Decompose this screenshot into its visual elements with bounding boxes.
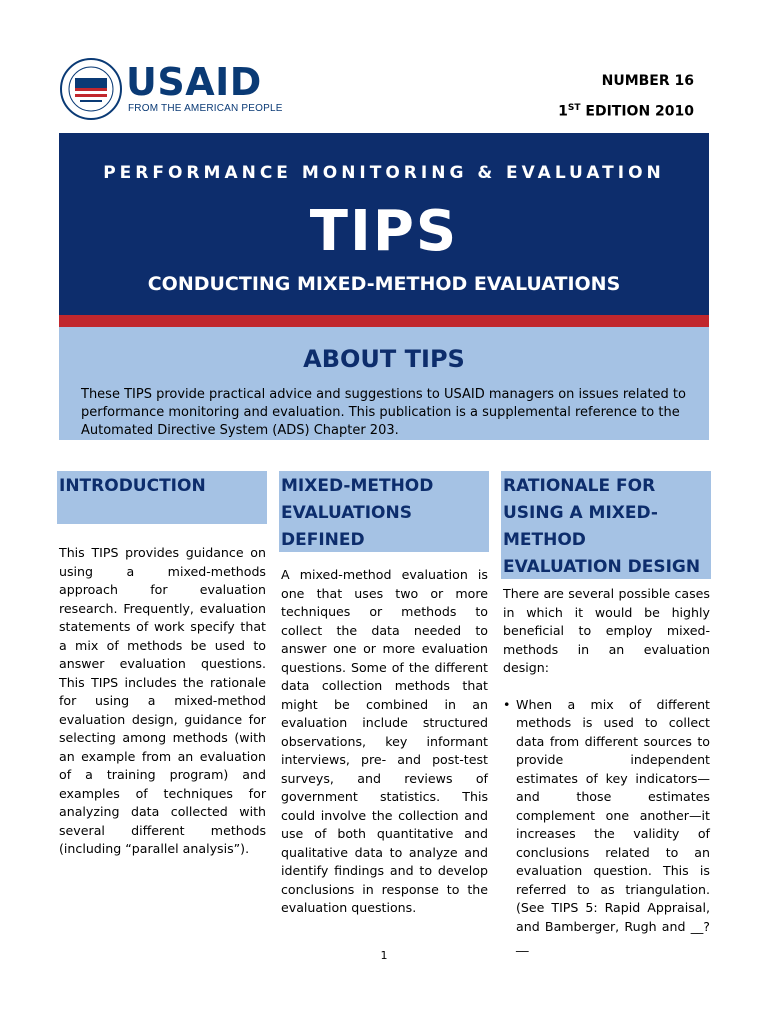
issue-number: NUMBER 16: [601, 73, 694, 89]
defined-column: [281, 566, 488, 918]
document-subtitle: CONDUCTING MIXED-METHOD EVALUATIONS: [147, 273, 621, 295]
rationale-bullet: [503, 696, 710, 955]
introduction-heading: INTRODUCTION: [57, 471, 267, 524]
issue-info: [558, 68, 694, 126]
edition-rest: EDITION 2010: [580, 103, 694, 120]
edition: [558, 95, 694, 126]
rationale-column: [503, 585, 710, 955]
about-text: These TIPS provide practical advice and suggestions to USAID managers on issues related to performance monitoring and evaluation. This publication is a supplemental reference to the Automated Directive System (ADS) Chapter 203.: [81, 387, 686, 438]
red-divider: [59, 315, 709, 327]
bullet-text: When a mix of different methods is used to collect data from different sources to provide independent estimates of key indicators—and those estimates complement one another—it increases the validity of conclusions related to an evaluation question. This is referred to as triangulation. (See TIPS 5: Rapid Appraisal, and Bamberger, Rugh and __?__: [516, 696, 710, 952]
edition-superscript: ST: [567, 103, 581, 113]
bullet-marker: •: [503, 696, 511, 712]
about-box: [59, 327, 709, 440]
usaid-tagline: FROM THE AMERICAN PEOPLE: [128, 103, 283, 114]
introduction-column: [59, 544, 266, 859]
series-title: PERFORMANCE MONITORING & EVALUATION: [103, 163, 665, 183]
about-heading: ABOUT TIPS: [303, 345, 465, 373]
defined-heading: MIXED-METHOD EVALUATIONS DEFINED: [279, 471, 489, 552]
rationale-heading: RATIONALE FOR USING A MIXED-METHOD EVALUATION DESIGN: [501, 471, 711, 579]
page-number: 1: [380, 949, 388, 962]
tips-title: TIPS: [309, 199, 459, 264]
rationale-text: There are several possible cases in which it would be highly beneficial to employ mixed-methods in an evaluation design:: [503, 586, 710, 675]
usaid-seal-logo: [60, 58, 122, 120]
defined-text: A mixed-method evaluation is one that uses two or more techniques or methods to collect the data needed to answer one or more evaluation questions. Some of the different data collection methods that might be combined in an evaluation include structured observations, key informant interviews, pre- and post-test surveys, and reviews of government statistics. This could involve the collection and use of both quantitative and qualitative data to analyze and identify findings and to develop conclusions in response to the evaluation questions.: [281, 567, 488, 915]
edition-number: 1: [558, 103, 568, 120]
usaid-wordmark: USAID: [126, 60, 262, 104]
title-banner: [59, 133, 709, 315]
introduction-text: This TIPS provides guidance on using a mixed-methods approach for evaluation research. Frequently, evaluation statements of work specify that a mix of methods be used to answer evaluation questions. This TIPS includes the rationale for using a mixed-method evaluation design, guidance for selecting among methods (with an example from an evaluation of a training program) and examples of techniques for analyzing data collected with several different methods (including “parallel analysis”).: [59, 545, 266, 856]
